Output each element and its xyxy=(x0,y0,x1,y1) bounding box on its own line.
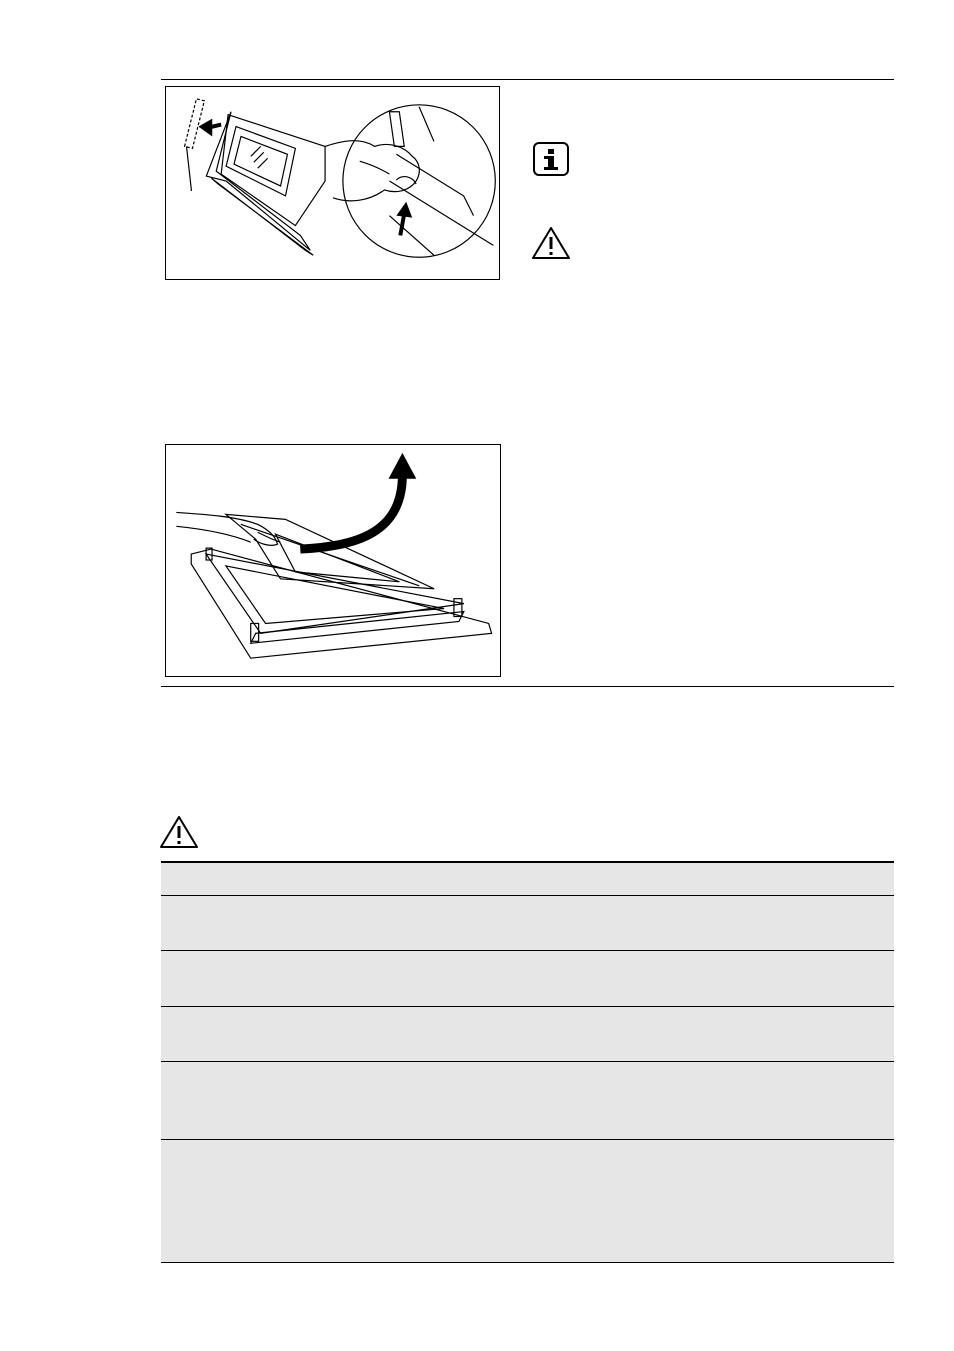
table-row xyxy=(161,896,894,951)
section-divider xyxy=(161,686,894,687)
table-row xyxy=(161,1062,894,1140)
troubleshooting-warning-icon xyxy=(158,814,200,850)
door-glass-removal-illustration xyxy=(166,87,499,279)
info-icon xyxy=(532,141,570,177)
table-row xyxy=(161,1007,894,1062)
table-header-row xyxy=(161,862,894,896)
door-panel-lift-figure xyxy=(165,444,501,677)
table-row xyxy=(161,1140,894,1263)
table-row xyxy=(161,951,894,1007)
door-panel-lift-illustration xyxy=(166,445,500,676)
door-glass-removal-figure xyxy=(165,86,500,280)
troubleshooting-table xyxy=(161,861,894,1263)
top-divider xyxy=(161,79,894,80)
warning-icon xyxy=(530,225,572,261)
